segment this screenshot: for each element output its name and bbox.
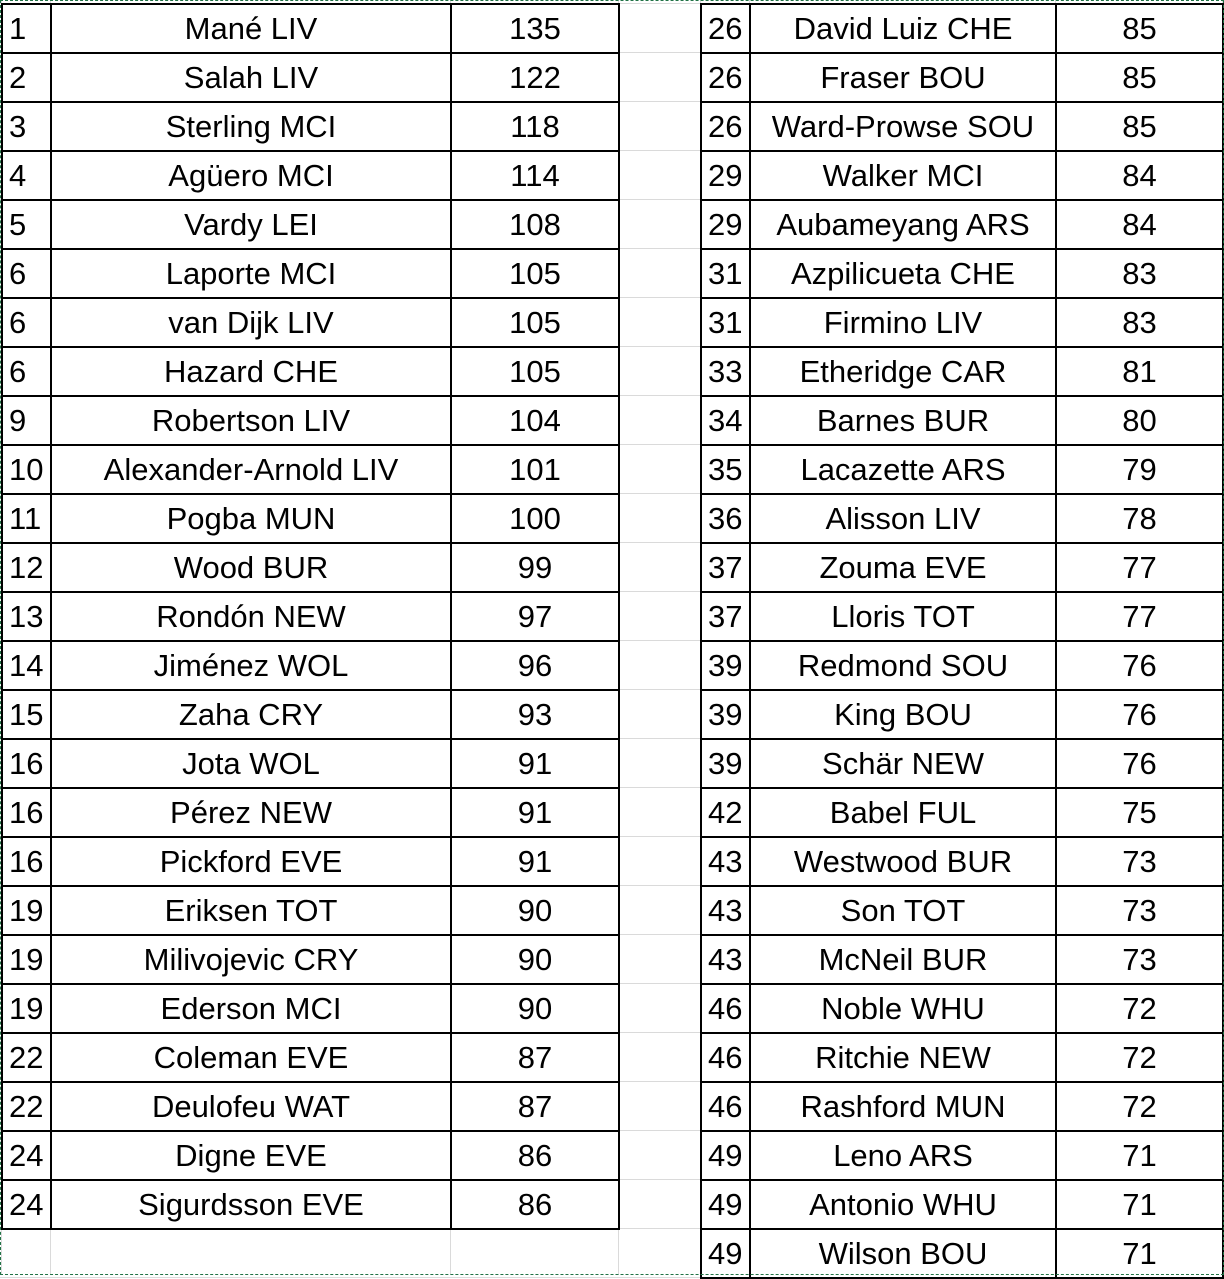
player-cell[interactable]: Aubameyang ARS bbox=[776, 206, 1030, 242]
rank-cell[interactable]: 1 bbox=[9, 10, 27, 46]
points-cell[interactable]: 84 bbox=[1122, 157, 1157, 193]
points-cell[interactable]: 85 bbox=[1122, 59, 1157, 95]
rank-cell[interactable]: 26 bbox=[708, 108, 743, 144]
points-cell[interactable]: 87 bbox=[517, 1039, 553, 1075]
player-cell[interactable]: Barnes BUR bbox=[816, 402, 990, 438]
player-cell[interactable]: Pickford EVE bbox=[159, 843, 343, 879]
points-cell[interactable]: 135 bbox=[509, 10, 561, 46]
player-cell[interactable]: Azpilicueta CHE bbox=[791, 255, 1015, 291]
points-cell[interactable]: 122 bbox=[509, 59, 561, 95]
player-cell[interactable]: Rashford MUN bbox=[800, 1088, 1006, 1124]
player-cell[interactable]: Coleman EVE bbox=[153, 1039, 349, 1075]
player-cell[interactable]: Jota WOL bbox=[182, 745, 320, 781]
player-cell[interactable]: Walker MCI bbox=[822, 157, 984, 193]
rank-cell[interactable]: 49 bbox=[708, 1137, 743, 1173]
player-cell[interactable]: Wood BUR bbox=[173, 549, 329, 585]
player-cell[interactable]: Sterling MCI bbox=[165, 108, 337, 144]
points-cell[interactable]: 91 bbox=[517, 843, 553, 879]
points-cell[interactable]: 90 bbox=[517, 941, 553, 977]
points-cell[interactable]: 87 bbox=[517, 1088, 553, 1124]
rank-cell[interactable]: 49 bbox=[708, 1186, 743, 1222]
points-cell[interactable]: 78 bbox=[1122, 500, 1157, 536]
rank-cell[interactable]: 46 bbox=[708, 1088, 743, 1124]
rank-cell[interactable]: 33 bbox=[708, 353, 743, 389]
rank-cell[interactable]: 36 bbox=[708, 500, 743, 536]
points-cell[interactable]: 90 bbox=[517, 892, 553, 928]
points-cell[interactable]: 79 bbox=[1122, 451, 1157, 487]
player-cell[interactable]: Wilson BOU bbox=[818, 1235, 988, 1271]
cell-border-vertical bbox=[618, 3, 620, 1230]
points-cell[interactable]: 100 bbox=[509, 500, 561, 536]
player-cell[interactable]: Mané LIV bbox=[184, 10, 318, 46]
cell-border-horizontal bbox=[1, 1228, 620, 1230]
rank-cell[interactable]: 15 bbox=[9, 696, 44, 732]
rank-cell[interactable]: 26 bbox=[708, 59, 743, 95]
player-cell[interactable]: Robertson LIV bbox=[151, 402, 351, 438]
rank-cell[interactable]: 9 bbox=[9, 402, 27, 438]
player-cell[interactable]: Hazard CHE bbox=[164, 353, 338, 389]
rank-cell[interactable]: 3 bbox=[9, 108, 27, 144]
points-cell[interactable]: 114 bbox=[510, 157, 560, 193]
rank-cell[interactable]: 2 bbox=[9, 59, 27, 95]
points-cell[interactable]: 91 bbox=[517, 794, 553, 830]
points-cell[interactable]: 99 bbox=[517, 549, 553, 585]
player-cell[interactable]: Deulofeu WAT bbox=[151, 1088, 351, 1124]
points-cell[interactable]: 71 bbox=[1122, 1235, 1157, 1271]
player-cell[interactable]: Lloris TOT bbox=[831, 598, 975, 634]
player-cell[interactable]: Salah LIV bbox=[183, 59, 319, 95]
player-cell[interactable]: Sigurdsson EVE bbox=[138, 1186, 364, 1222]
points-cell[interactable]: 76 bbox=[1122, 745, 1157, 781]
rank-cell[interactable]: 46 bbox=[708, 990, 743, 1026]
rank-cell[interactable]: 43 bbox=[708, 892, 743, 928]
points-cell[interactable]: 72 bbox=[1122, 1088, 1157, 1124]
points-cell[interactable]: 84 bbox=[1122, 206, 1157, 242]
rank-cell[interactable]: 42 bbox=[708, 794, 743, 830]
player-cell[interactable]: McNeil BUR bbox=[818, 941, 988, 977]
points-cell[interactable]: 73 bbox=[1122, 843, 1157, 879]
rank-cell[interactable]: 24 bbox=[9, 1186, 44, 1222]
player-cell[interactable]: Alexander-Arnold LIV bbox=[103, 451, 399, 487]
points-cell[interactable]: 86 bbox=[517, 1137, 553, 1173]
rank-cell[interactable]: 11 bbox=[9, 500, 42, 536]
points-cell[interactable]: 72 bbox=[1122, 1039, 1157, 1075]
rank-cell[interactable]: 31 bbox=[708, 304, 743, 340]
points-cell[interactable]: 76 bbox=[1122, 696, 1157, 732]
points-cell[interactable]: 77 bbox=[1122, 549, 1157, 585]
points-cell[interactable]: 80 bbox=[1122, 402, 1157, 438]
player-cell[interactable]: Digne EVE bbox=[175, 1137, 327, 1173]
player-cell[interactable]: Milivojevic CRY bbox=[143, 941, 359, 977]
player-cell[interactable]: King BOU bbox=[834, 696, 972, 732]
player-cell[interactable]: Fraser BOU bbox=[820, 59, 986, 95]
rank-cell[interactable]: 6 bbox=[9, 255, 27, 291]
rank-cell[interactable]: 13 bbox=[9, 598, 44, 634]
rank-cell[interactable]: 14 bbox=[9, 647, 44, 683]
points-cell[interactable]: 105 bbox=[509, 304, 561, 340]
rank-cell[interactable]: 19 bbox=[9, 990, 44, 1026]
player-cell[interactable]: Jiménez WOL bbox=[153, 647, 349, 683]
player-cell[interactable]: Rondón NEW bbox=[156, 598, 346, 634]
rank-cell[interactable]: 46 bbox=[708, 1039, 743, 1075]
points-cell[interactable]: 81 bbox=[1122, 353, 1157, 389]
rank-cell[interactable]: 6 bbox=[9, 353, 27, 389]
player-cell[interactable]: Pérez NEW bbox=[170, 794, 332, 830]
rank-cell[interactable]: 29 bbox=[708, 157, 743, 193]
rank-cell[interactable]: 19 bbox=[9, 892, 44, 928]
rank-cell[interactable]: 16 bbox=[9, 794, 44, 830]
points-cell[interactable]: 105 bbox=[509, 255, 561, 291]
player-cell[interactable]: Redmond SOU bbox=[797, 647, 1009, 683]
rank-cell[interactable]: 49 bbox=[708, 1235, 743, 1271]
rank-cell[interactable]: 37 bbox=[708, 549, 743, 585]
player-cell[interactable]: Schär NEW bbox=[822, 745, 984, 781]
player-cell[interactable]: Ritchie NEW bbox=[815, 1039, 991, 1075]
points-cell[interactable]: 118 bbox=[510, 108, 560, 144]
rank-cell[interactable]: 37 bbox=[708, 598, 743, 634]
rank-cell[interactable]: 10 bbox=[9, 451, 44, 487]
points-cell[interactable]: 73 bbox=[1122, 941, 1157, 977]
points-cell[interactable]: 72 bbox=[1122, 990, 1157, 1026]
rank-cell[interactable]: 4 bbox=[9, 157, 27, 193]
player-cell[interactable]: Pogba MUN bbox=[166, 500, 336, 536]
player-cell[interactable]: Antonio WHU bbox=[809, 1186, 997, 1222]
points-cell[interactable]: 104 bbox=[509, 402, 561, 438]
points-cell[interactable]: 71 bbox=[1122, 1137, 1157, 1173]
player-cell[interactable]: Firmino LIV bbox=[823, 304, 983, 340]
player-cell[interactable]: Agüero MCI bbox=[168, 157, 334, 193]
points-cell[interactable]: 105 bbox=[509, 353, 561, 389]
points-cell[interactable]: 90 bbox=[517, 990, 553, 1026]
player-cell[interactable]: Ward-Prowse SOU bbox=[771, 108, 1035, 144]
rank-cell[interactable]: 6 bbox=[9, 304, 27, 340]
player-cell[interactable]: David Luiz CHE bbox=[793, 10, 1013, 46]
rank-cell[interactable]: 5 bbox=[9, 206, 27, 242]
points-cell[interactable]: 83 bbox=[1122, 255, 1157, 291]
rank-cell[interactable]: 35 bbox=[708, 451, 743, 487]
player-cell[interactable]: Zouma EVE bbox=[819, 549, 987, 585]
player-cell[interactable]: Noble WHU bbox=[821, 990, 985, 1026]
points-cell[interactable]: 93 bbox=[517, 696, 553, 732]
player-cell[interactable]: Etheridge CAR bbox=[799, 353, 1007, 389]
rank-cell[interactable]: 16 bbox=[9, 745, 44, 781]
player-cell[interactable]: Son TOT bbox=[840, 892, 966, 928]
rank-cell[interactable]: 16 bbox=[9, 843, 44, 879]
rank-cell[interactable]: 43 bbox=[708, 843, 743, 879]
points-cell[interactable]: 85 bbox=[1122, 10, 1157, 46]
rank-cell[interactable]: 39 bbox=[708, 696, 743, 732]
points-cell[interactable]: 83 bbox=[1122, 304, 1157, 340]
points-cell[interactable]: 77 bbox=[1122, 598, 1157, 634]
rank-cell[interactable]: 31 bbox=[708, 255, 743, 291]
player-cell[interactable]: Westwood BUR bbox=[793, 843, 1013, 879]
points-cell[interactable]: 97 bbox=[517, 598, 553, 634]
rank-cell[interactable]: 39 bbox=[708, 745, 743, 781]
rank-cell[interactable]: 12 bbox=[9, 549, 44, 585]
player-cell[interactable]: Leno ARS bbox=[833, 1137, 973, 1173]
player-cell[interactable]: Lacazette ARS bbox=[800, 451, 1006, 487]
player-cell[interactable]: Laporte MCI bbox=[165, 255, 337, 291]
rank-cell[interactable]: 26 bbox=[708, 10, 743, 46]
player-cell[interactable]: Babel FUL bbox=[829, 794, 977, 830]
points-cell[interactable]: 91 bbox=[517, 745, 553, 781]
rank-cell[interactable]: 34 bbox=[708, 402, 743, 438]
rank-cell[interactable]: 22 bbox=[9, 1088, 44, 1124]
player-cell[interactable]: Alisson LIV bbox=[825, 500, 981, 536]
player-cell[interactable]: Eriksen TOT bbox=[164, 892, 338, 928]
rank-cell[interactable]: 39 bbox=[708, 647, 743, 683]
player-cell[interactable]: van Dijk LIV bbox=[168, 304, 334, 340]
rank-cell[interactable]: 43 bbox=[708, 941, 743, 977]
rank-cell[interactable]: 29 bbox=[708, 206, 743, 242]
points-cell[interactable]: 75 bbox=[1122, 794, 1157, 830]
points-cell[interactable]: 101 bbox=[509, 451, 561, 487]
rank-cell[interactable]: 24 bbox=[9, 1137, 44, 1173]
rank-cell[interactable]: 19 bbox=[9, 941, 44, 977]
player-cell[interactable]: Zaha CRY bbox=[178, 696, 324, 732]
rank-cell[interactable]: 22 bbox=[9, 1039, 44, 1075]
points-cell[interactable]: 96 bbox=[517, 647, 553, 683]
player-cell[interactable]: Ederson MCI bbox=[160, 990, 342, 1026]
points-cell[interactable]: 86 bbox=[517, 1186, 553, 1222]
player-cell[interactable]: Vardy LEI bbox=[184, 206, 318, 242]
points-cell[interactable]: 85 bbox=[1122, 108, 1157, 144]
points-cell[interactable]: 76 bbox=[1122, 647, 1157, 683]
points-cell[interactable]: 73 bbox=[1122, 892, 1157, 928]
points-cell[interactable]: 71 bbox=[1122, 1186, 1157, 1222]
points-cell[interactable]: 108 bbox=[509, 206, 561, 242]
